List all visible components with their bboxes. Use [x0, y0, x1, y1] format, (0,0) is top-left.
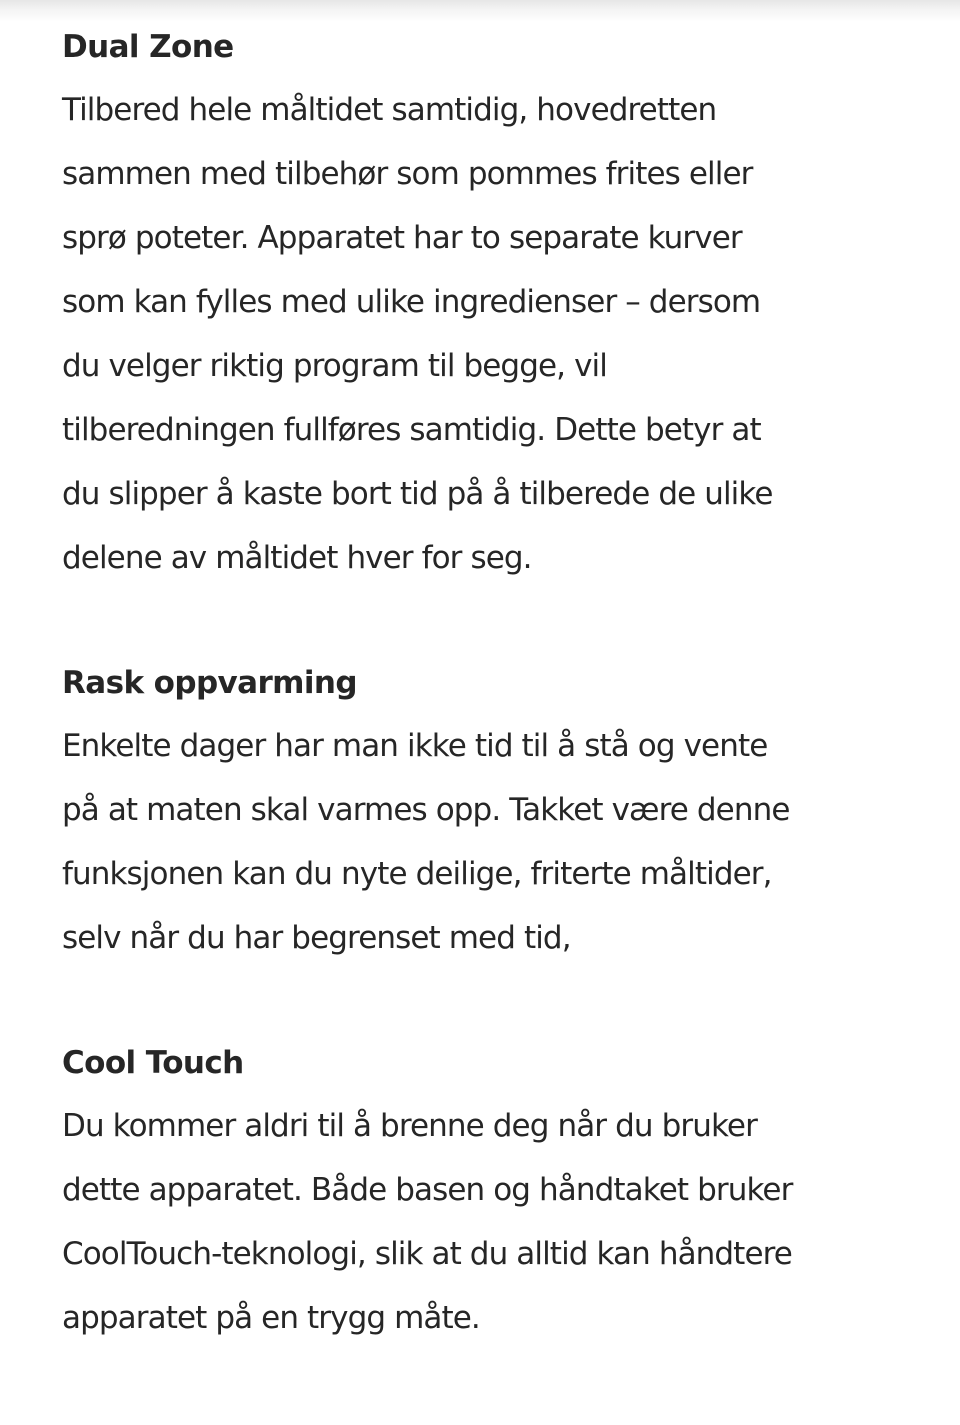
text-line: Tilbered hele måltidet samtidig, hovedretten: [62, 92, 717, 128]
text-line: sprø poteter. Apparatet har to separate kurver: [62, 220, 742, 256]
text-line: Enkelte dager har man ikke tid til å stå og vente: [62, 728, 768, 764]
top-scroll-shadow: [0, 0, 960, 22]
feature-section-dual-zone: [62, 22, 922, 590]
text-line: dette apparatet. Både basen og håndtaket bruker: [62, 1172, 793, 1208]
text-line: apparatet på en trygg måte.: [62, 1300, 480, 1336]
text-line: CoolTouch-teknologi, slik at du alltid kan håndtere: [62, 1236, 792, 1272]
text-line: som kan fylles med ulike ingredienser – dersom: [62, 284, 761, 320]
feature-description: [62, 1094, 922, 1350]
text-line: du velger riktig program til begge, vil: [62, 348, 607, 384]
feature-section-rask-oppvarming: [62, 658, 922, 970]
feature-heading: Cool Touch: [62, 1045, 244, 1081]
text-line: selv når du har begrenset med tid,: [62, 920, 571, 956]
text-line: sammen med tilbehør som pommes frites eller: [62, 156, 753, 192]
text-line: delene av måltidet hver for seg.: [62, 540, 532, 576]
text-line: på at maten skal varmes opp. Takket være denne: [62, 792, 790, 828]
feature-description: [62, 714, 922, 970]
text-line: Du kommer aldri til å brenne deg når du bruker: [62, 1108, 757, 1144]
feature-description: [62, 78, 922, 590]
feature-section-cool-touch: [62, 1038, 922, 1350]
product-description: [62, 22, 922, 1418]
feature-heading: Dual Zone: [62, 29, 234, 65]
text-line: funksjonen kan du nyte deilige, friterte måltider,: [62, 856, 772, 892]
feature-heading: Rask oppvarming: [62, 665, 357, 701]
text-line: du slipper å kaste bort tid på å tilberede de ulike: [62, 476, 773, 512]
text-line: tilberedningen fullføres samtidig. Dette betyr at: [62, 412, 761, 448]
